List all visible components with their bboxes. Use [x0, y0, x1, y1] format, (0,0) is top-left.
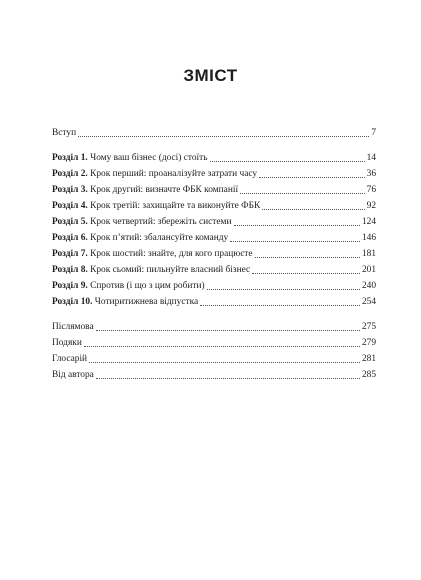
toc-entry-text: Розділ 7. Крок шостий: знайте, для кого працюєте — [52, 249, 253, 259]
dot-leader — [262, 209, 364, 210]
toc-entry-text: Післямова — [52, 322, 94, 332]
toc-entry-text: Розділ 4. Крок третій: захищайте та виконуйте ФБК — [52, 201, 261, 211]
toc-entry-intro[interactable] — [52, 126, 376, 139]
toc-entry-text: Подяки — [52, 338, 82, 348]
toc-entry-afterword[interactable] — [52, 320, 376, 333]
toc-entry-glossary[interactable] — [52, 352, 376, 365]
toc-entry-text: Розділ 8. Крок сьомий: пильнуйте власний бізнес — [52, 265, 251, 275]
dot-leader — [89, 362, 360, 363]
dot-leader — [255, 257, 360, 258]
toc-entry-text: Розділ 1. Чому ваш бізнес (досі) стоїть — [52, 153, 208, 163]
toc-entry-page: 124 — [361, 217, 376, 227]
toc-entry-label: Розділ 10. — [52, 297, 93, 307]
toc-entry-chapter-1[interactable] — [52, 151, 376, 164]
toc-entry-text: Глосарій — [52, 354, 88, 364]
toc-entry-label: Розділ 2. — [52, 169, 88, 179]
toc-entry-page: 181 — [361, 249, 376, 259]
toc-entry-page: 254 — [361, 297, 376, 307]
toc-entry-page: 36 — [366, 169, 376, 179]
toc-entry-label: Розділ 5. — [52, 217, 88, 227]
toc-entry-chapter-9[interactable] — [52, 279, 376, 292]
toc-entry-label: Розділ 4. — [52, 201, 88, 211]
toc-entry-page: 281 — [361, 354, 376, 364]
toc-entry-label: Розділ 9. — [52, 281, 88, 291]
toc-entry-label: Розділ 3. — [52, 185, 88, 195]
toc-entry-chapter-10[interactable] — [52, 295, 376, 308]
toc-entry-chapter-7[interactable] — [52, 247, 376, 260]
dot-leader — [200, 305, 360, 306]
toc-entry-chapter-3[interactable] — [52, 183, 376, 196]
toc-entry-text: Розділ 6. Крок п’ятий: збалансуйте команду — [52, 233, 229, 243]
toc-entry-chapter-8[interactable] — [52, 263, 376, 276]
toc-entry-text: Розділ 9. Спротив (і що з цим робити) — [52, 281, 205, 291]
toc-entry-from-author[interactable] — [52, 368, 376, 381]
toc-entry-page: 201 — [361, 265, 376, 275]
dot-leader — [207, 289, 360, 290]
page-title: ЗМІСТ — [183, 66, 238, 85]
toc-entry-page: 7 — [371, 128, 376, 138]
toc-entry-label: Розділ 6. — [52, 233, 88, 243]
dot-leader — [230, 241, 360, 242]
dot-leader — [252, 273, 360, 274]
toc-entry-text: Вступ — [52, 128, 77, 138]
dot-leader — [78, 136, 369, 137]
toc-entry-text: Розділ 5. Крок четвертий: збережіть системи — [52, 217, 232, 227]
toc-entry-page: 92 — [366, 201, 376, 211]
toc-entry-chapter-4[interactable] — [52, 199, 376, 212]
dot-leader — [96, 378, 360, 379]
toc-entry-label: Розділ 8. — [52, 265, 88, 275]
toc-entry-page: 76 — [366, 185, 376, 195]
toc-entry-page: 146 — [361, 233, 376, 243]
toc-entry-chapter-5[interactable] — [52, 215, 376, 228]
toc-entry-chapter-6[interactable] — [52, 231, 376, 244]
toc-entry-label: Розділ 7. — [52, 249, 88, 259]
dot-leader — [96, 330, 360, 331]
toc-entry-chapter-2[interactable] — [52, 167, 376, 180]
toc-entry-page: 14 — [366, 153, 376, 163]
dot-leader — [259, 177, 365, 178]
dot-leader — [234, 225, 360, 226]
dot-leader — [84, 346, 360, 347]
dot-leader — [210, 161, 365, 162]
dot-leader — [240, 193, 365, 194]
toc-entry-label: Розділ 1. — [52, 153, 88, 163]
toc-entry-page: 285 — [361, 370, 376, 380]
toc-entry-page: 275 — [361, 322, 376, 332]
toc-entry-text: Від автора — [52, 370, 94, 380]
toc-entry-acknowledgements[interactable] — [52, 336, 376, 349]
toc-entry-text: Розділ 2. Крок перший: проаналізуйте затрати часу — [52, 169, 258, 179]
toc-entry-page: 279 — [361, 338, 376, 348]
toc-entry-page: 240 — [361, 281, 376, 291]
toc-entry-text: Розділ 3. Крок другий: визначте ФБК компанії — [52, 185, 239, 195]
toc-entry-text: Розділ 10. Чотиритижнева відпустка — [52, 297, 199, 307]
